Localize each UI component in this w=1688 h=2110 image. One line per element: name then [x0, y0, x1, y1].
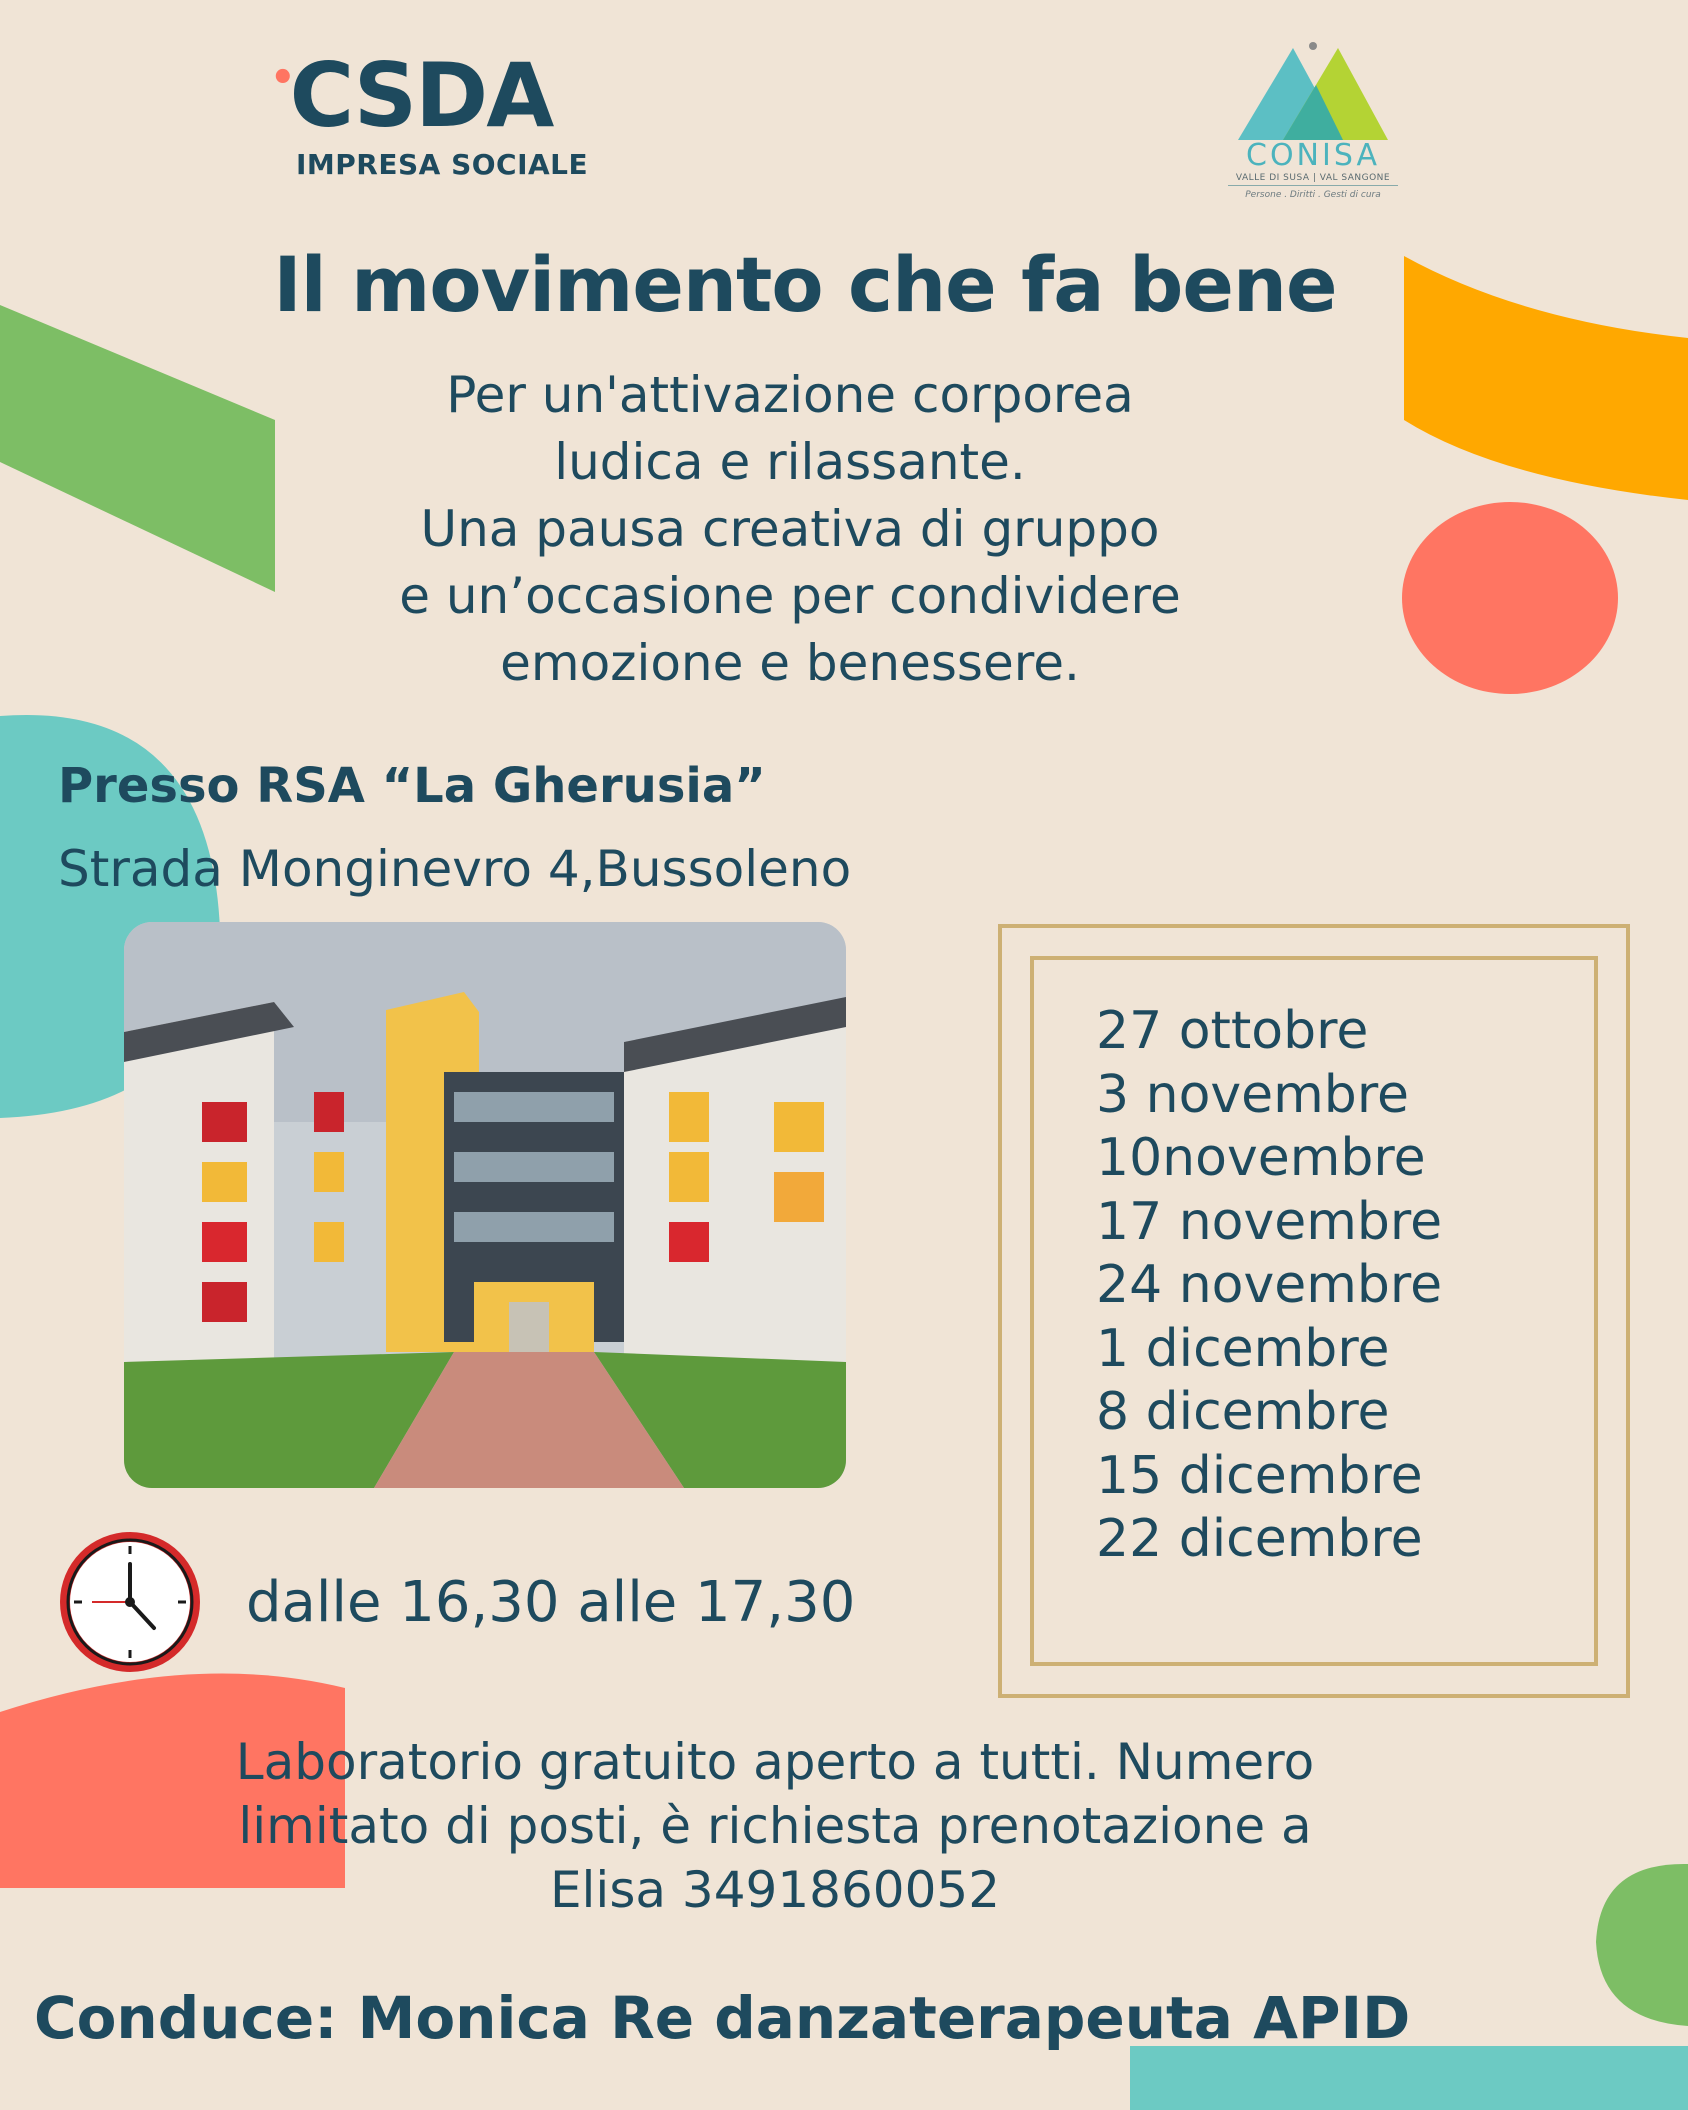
date-item: 8 dicembre	[1096, 1382, 1390, 1442]
date-item: 22 dicembre	[1096, 1509, 1423, 1569]
conductor-credit: Conduce: Monica Re danzaterapeuta APID	[34, 1984, 1411, 2052]
date-item: 24 novembre	[1096, 1255, 1443, 1315]
building-photo	[124, 922, 846, 1488]
conisa-logo	[1228, 40, 1398, 200]
conisa-subtitle: VALLE DI SUSA | VAL SANGONE	[1228, 173, 1398, 186]
conisa-name: CONISA	[1246, 138, 1380, 173]
clock-icon	[56, 1528, 204, 1676]
date-item: 27 ottobre	[1096, 1001, 1369, 1061]
csda-subtitle: IMPRESA SOCIALE	[296, 148, 589, 181]
green-circle	[1596, 1864, 1688, 2026]
date-item: 3 novembre	[1096, 1064, 1410, 1125]
date-item: 15 dicembre	[1096, 1445, 1423, 1506]
teal-bar	[1130, 2046, 1688, 2110]
notice-line: limitato di posti, è richiesta prenotazione a	[238, 1797, 1312, 1855]
csda-logo	[270, 44, 610, 181]
date-item: 17 novembre	[1096, 1191, 1443, 1252]
intro-text	[200, 362, 1380, 697]
dates-list	[1096, 1000, 1442, 1572]
intro-line: ludica e rilassante.	[554, 433, 1026, 491]
mountains-icon	[1238, 40, 1388, 140]
coral-circle	[1402, 502, 1618, 694]
page-title: Il movimento che fa bene	[273, 240, 1337, 329]
date-item: 10novembre	[1096, 1128, 1426, 1188]
notice-line: Elisa 3491860052	[549, 1861, 1001, 1919]
intro-line: Una pausa creativa di gruppo	[420, 500, 1160, 558]
date-item: 1 dicembre	[1096, 1318, 1390, 1379]
intro-line: emozione e benessere.	[500, 634, 1080, 692]
schedule-time: dalle 16,30 alle 17,30	[246, 1570, 856, 1635]
venue-address: Strada Monginevro 4,Bussoleno	[58, 840, 852, 898]
intro-line: e un’occasione per condividere	[399, 567, 1181, 625]
csda-dot: •	[270, 55, 294, 101]
booking-notice	[60, 1730, 1490, 1922]
conisa-tagline: Persone . Diritti . Gesti di cura	[1245, 190, 1381, 200]
notice-line: Laboratorio gratuito aperto a tutti. Numero	[235, 1733, 1315, 1791]
csda-logo-word: CSDA	[289, 44, 553, 147]
venue-name: Presso RSA “La Gherusia”	[58, 758, 766, 814]
intro-line: Per un'attivazione corporea	[446, 366, 1134, 424]
